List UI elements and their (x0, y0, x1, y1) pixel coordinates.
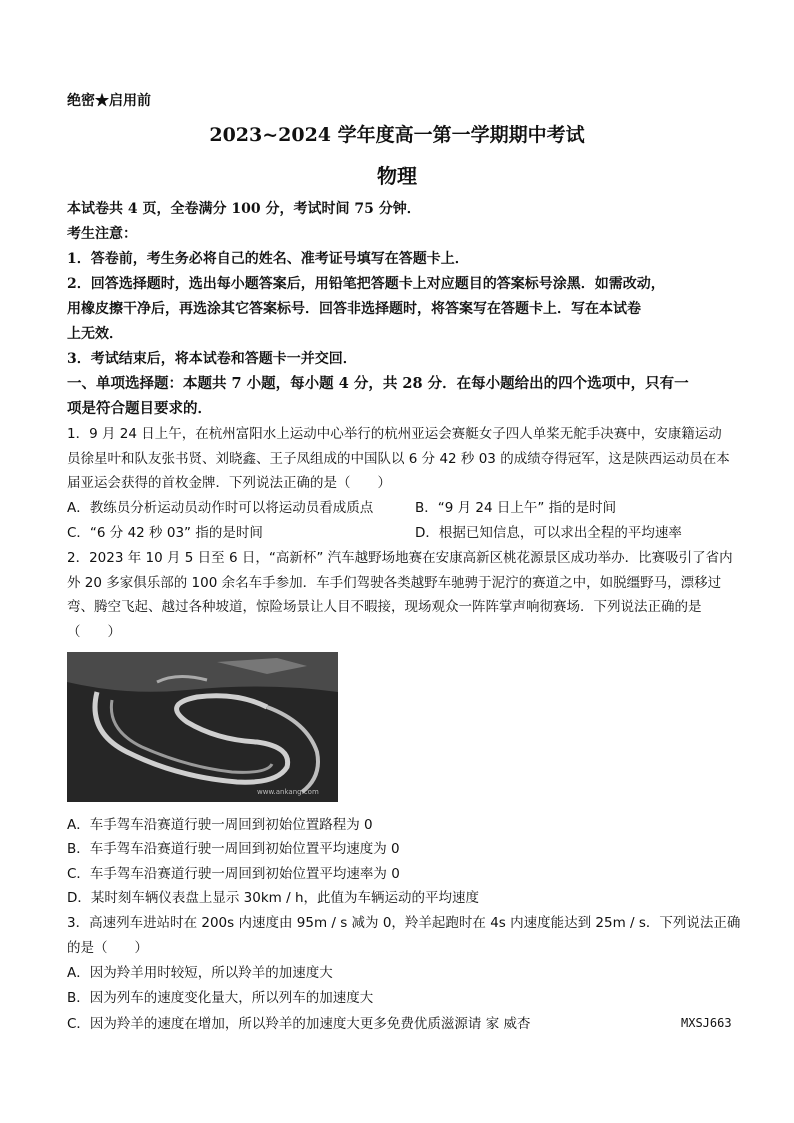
notice-item-3: 3．考试结束后，将本试卷和答题卡一并交回． (67, 351, 357, 367)
q2-option-c: C．车手驾车沿赛道行驶一周回到初始位置平均速率为 0 (67, 866, 400, 882)
q2-option-b: B．车手驾车沿赛道行驶一周回到初始位置平均速度为 0 (67, 841, 400, 857)
q3-stem: 3．高速列车进站时在 200s 内速度由 95m / s 减为 0，羚羊起跑时在 4s 内速度能达到 25m / s．下列说法正确 (67, 915, 741, 931)
notice-item-2: 2．回答选择题时，选出每小题答案后，用铅笔把答题卡上对应题目的答案标号涂黑．如需改动， (67, 276, 665, 292)
subject-title: 物理 (377, 164, 417, 188)
notice-heading: 考生注意： (67, 226, 137, 242)
section-heading-cont: 项是符合题目要求的． (67, 400, 212, 417)
notice-item-2-end: 上无效． (67, 326, 123, 342)
q3-option-a: A．因为羚羊用时较短，所以羚羊的加速度大 (67, 965, 333, 981)
q2-option-d: D．某时刻车辆仪表盘上显示 30km / h，此值为车辆运动的平均速度 (67, 890, 480, 906)
intro-line: 本试卷共 4 页，全卷满分 100 分，考试时间 75 分钟． (67, 201, 421, 217)
race-track-photo (67, 652, 338, 802)
q2-stem-end: （ ） (67, 624, 121, 640)
q1-option-b: B．“9 月 24 日上午” 指的是时间 (415, 500, 617, 516)
q3-option-b: B．因为列车的速度变化量大，所以列车的加速度大 (67, 990, 374, 1006)
q2-option-a: A．车手驾车沿赛道行驶一周回到初始位置路程为 0 (67, 817, 373, 833)
q2-stem: 2．2023 年 10 月 5 日至 6 日，“高新杯” 汽车越野场地赛在安康高新区桃花源景区成功举办．比赛吸引了省内 (67, 550, 733, 566)
q3-stem-end: 的是（ ） (67, 940, 148, 956)
q1-option-a: A．教练员分析运动员动作时可以将运动员看成质点 (67, 500, 374, 516)
q1-stem-end: 届亚运会获得的首枚金牌．下列说法正确的是（ ） (67, 475, 391, 491)
section-heading: 一、单项选择题：本题共 7 小题，每小题 4 分，共 28 分．在每小题给出的四个选项中，只有一 (67, 375, 689, 392)
notice-item-2-cont: 用橡皮擦干净后，再选涂其它答案标号．回答非选择题时，将答案写在答题卡上．写在本试卷 (67, 301, 641, 317)
q3-option-c: C．因为羚羊的速度在增加，所以羚羊的加速度大更多免费优质滋源请 家 威杏 (67, 1016, 531, 1032)
confidential-label: 绝密★启用前 (67, 93, 151, 109)
race-track-image (67, 652, 338, 802)
exam-title: 2023~2024 学年度高一第一学期期中考试 (209, 124, 585, 146)
q2-stem-cont: 外 20 多家俱乐部的 100 余名车手参加．车手们驾驶各类越野车驰骋于泥泞的赛道之中，如脱缰野马，漂移过 (67, 575, 722, 591)
q1-option-d: D．根据已知信息，可以求出全程的平均速率 (415, 525, 682, 541)
notice-item-1: 1．答卷前，考生务必将自己的姓名、准考证号填写在答题卡上． (67, 251, 469, 267)
paper-code: MXSJ663 (681, 1016, 732, 1030)
q1-stem-cont: 员徐星叶和队友张书贤、刘晓鑫、王子凤组成的中国队以 6 分 42 秒 03 的成绩夺得冠军，这是陕西运动员在本 (67, 451, 730, 467)
q1-stem: 1．9 月 24 日上午，在杭州富阳水上运动中心举行的杭州亚运会赛艇女子四人单桨无舵手决赛中，安康籍运动 (67, 426, 722, 442)
q2-stem-cont2: 弯、腾空飞起、越过各种坡道，惊险场景让人目不暇接，现场观众一阵阵掌声响彻赛场．下列说法正确的是 (67, 599, 702, 615)
q1-option-c: C．“6 分 42 秒 03” 指的是时间 (67, 525, 263, 541)
photo-watermark: www.ankang.com (257, 788, 319, 796)
